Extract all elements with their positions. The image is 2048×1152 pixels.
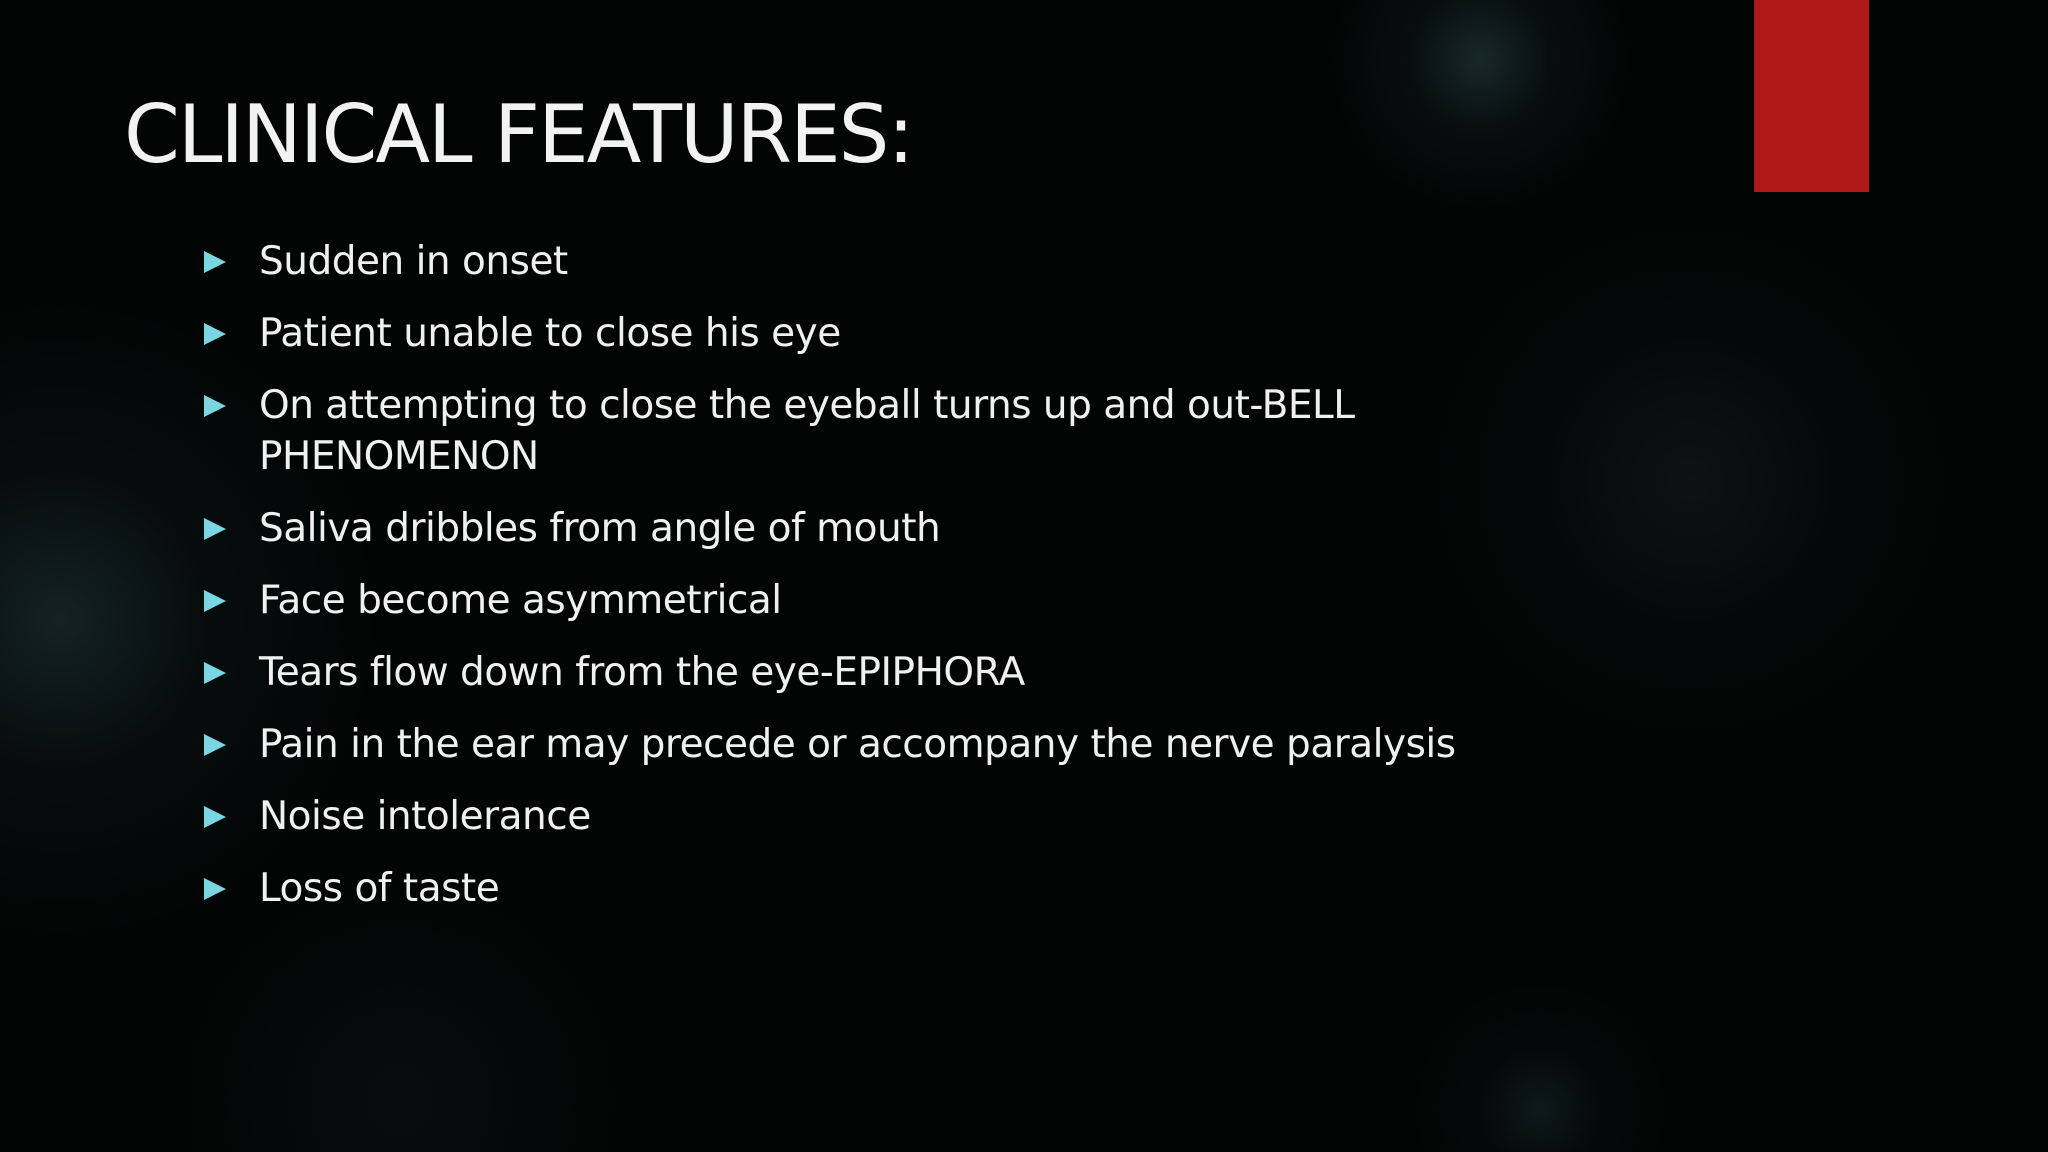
triangle-right-icon	[204, 647, 259, 698]
list-item	[204, 719, 1704, 770]
slide-title: CLINICAL FEATURES:	[124, 88, 913, 181]
bullet-text: On attempting to close the eyeball turns up and out-BELL PHENOMENON	[259, 383, 1355, 479]
triangle-right-icon	[204, 575, 259, 626]
list-item	[204, 236, 1704, 287]
bullet-list	[204, 236, 1704, 935]
list-item	[204, 647, 1704, 698]
list-item	[204, 575, 1704, 626]
list-item	[204, 863, 1704, 914]
triangle-right-icon	[204, 503, 259, 554]
bullet-text: Noise intolerance	[259, 794, 591, 839]
bullet-text: Saliva dribbles from angle of mouth	[259, 506, 941, 551]
bullet-text: Patient unable to close his eye	[259, 311, 841, 356]
triangle-right-icon	[204, 791, 259, 842]
list-item	[204, 308, 1704, 359]
triangle-right-icon	[204, 380, 259, 431]
triangle-right-icon	[204, 308, 259, 359]
bullet-text: Loss of taste	[259, 866, 500, 911]
bullet-text: Tears flow down from the eye-EPIPHORA	[259, 650, 1025, 695]
bullet-text: Face become asymmetrical	[259, 578, 782, 623]
list-item	[204, 380, 1704, 482]
triangle-right-icon	[204, 863, 259, 914]
bullet-text: Pain in the ear may precede or accompany the nerve paralysis	[259, 722, 1456, 767]
triangle-right-icon	[204, 719, 259, 770]
list-item	[204, 503, 1704, 554]
accent-bar	[1754, 0, 1869, 192]
triangle-right-icon	[204, 236, 259, 287]
bullet-text: Sudden in onset	[259, 239, 568, 284]
list-item	[204, 791, 1704, 842]
